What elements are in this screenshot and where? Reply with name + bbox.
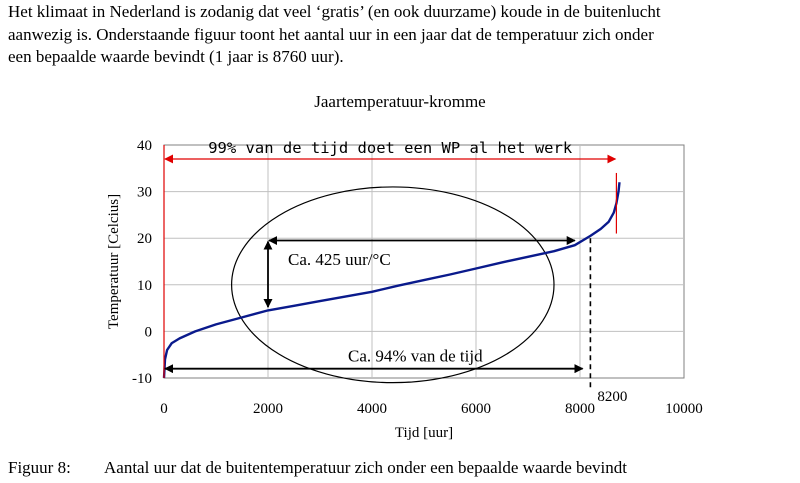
- paragraph-line: een bepaalde waarde bevindt (1 jaar is 8760 uur).: [8, 47, 344, 66]
- plot-area: [164, 145, 684, 378]
- x-tick-label: 8000: [565, 401, 595, 417]
- y-tick-label: 10: [137, 277, 152, 294]
- y-tick-label: 20: [137, 231, 152, 248]
- y-tick-label: 40: [137, 138, 152, 154]
- y-tick-label: 0: [144, 324, 152, 341]
- figure-caption-text: Aantal uur dat de buitentemperatuur zich onder een bepaalde waarde bevindt: [104, 458, 627, 477]
- x-tick-label: 2000: [253, 401, 283, 417]
- x-tick-label: 6000: [461, 401, 491, 417]
- slope-label: Ca. 425 uur/°C: [288, 250, 391, 270]
- x-tick-label: 10000: [665, 401, 703, 417]
- dashed-marker-label: 8200: [597, 389, 628, 405]
- paragraph-line: Het klimaat in Nederland is zodanig dat veel ‘gratis’ (en ook duurzame) koude in de buitenlucht: [8, 2, 661, 21]
- x-tick-label: 0: [160, 401, 168, 417]
- figure-caption: [8, 458, 627, 478]
- paragraph-line: aanwezig is. Onderstaande figuur toont het aantal uur in een jaar dat de temperatuur zich onder: [8, 24, 654, 44]
- x-tick-label: 4000: [357, 401, 387, 417]
- chart-title: Jaartemperatuur-kromme: [314, 92, 486, 111]
- y-tick-label: 30: [137, 184, 152, 201]
- x-axis-label: Tijd [uur]: [394, 425, 454, 441]
- figure-label: Figuur 8:: [8, 458, 71, 477]
- bottom-range-label: Ca. 94% van de tijd: [348, 346, 483, 366]
- y-tick-label: -10: [132, 371, 152, 387]
- top-range-label: 99% van de tijd doet een WP al het werk: [208, 138, 573, 157]
- y-axis-label: Temperatuur [Celcius]: [106, 193, 122, 330]
